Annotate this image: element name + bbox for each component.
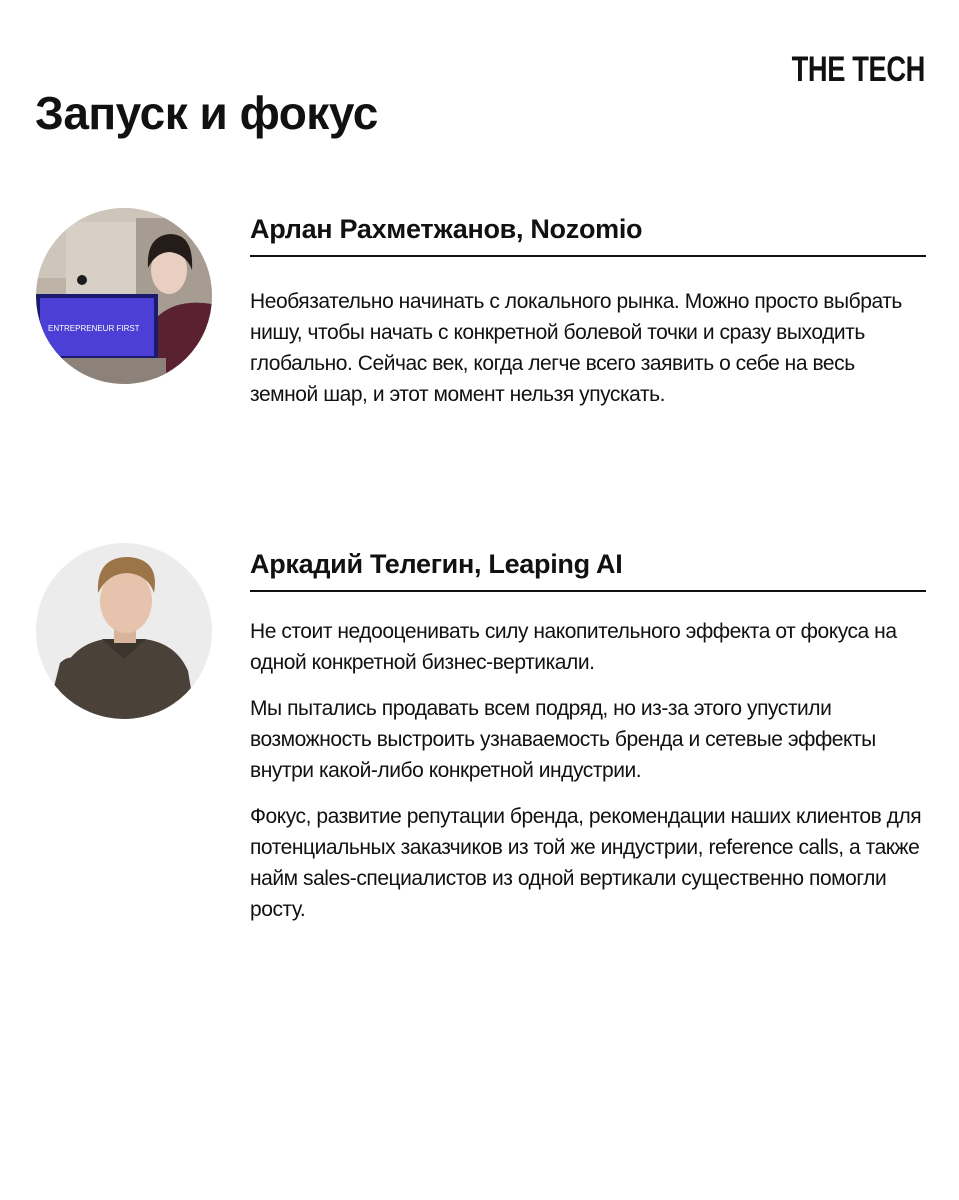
avatar (36, 543, 212, 719)
avatar (36, 208, 212, 384)
person-photo-with-laptop-icon (36, 208, 212, 384)
quote-paragraph: Фокус, развитие репутации бренда, рекомендации наших клиентов для потенциальных заказчиков из той же индустрии, reference calls, а также найм sales-специалистов из одной вертикали существенно помогли росту. (250, 805, 922, 921)
quote-paragraph: Необязательно начинать с локального рынка. Можно просто выбрать нишу, чтобы начать с конкретной болевой точки и сразу выходить глобально. Сейчас век, когда легче всего заявить о себе на весь земной шар, и этот момент нельзя упускать. (250, 290, 902, 406)
entry-body (250, 205, 926, 410)
quote-paragraph: Мы пытались продавать всем подряд, но из-за этого упустили возможность выстроить узнаваемость бренда и сетевые эффекты внутри какой-либо конкретной индустрии. (250, 697, 876, 782)
brand-logo: THE TECH (791, 50, 925, 89)
quote-paragraph: Не стоит недооценивать силу накопительного эффекта от фокуса на одной конкретной бизнес-вертикали. (250, 620, 897, 674)
laptop-sticker-text: ENTREPRENEUR FIRST (48, 324, 140, 333)
person-name: Аркадий Телегин, Leaping AI (250, 540, 926, 592)
person-photo-portrait-icon (36, 543, 212, 719)
page-title: Запуск и фокус (35, 87, 378, 139)
person-name: Арлан Рахметжанов, Nozomio (250, 205, 926, 257)
entry-body (250, 540, 926, 925)
